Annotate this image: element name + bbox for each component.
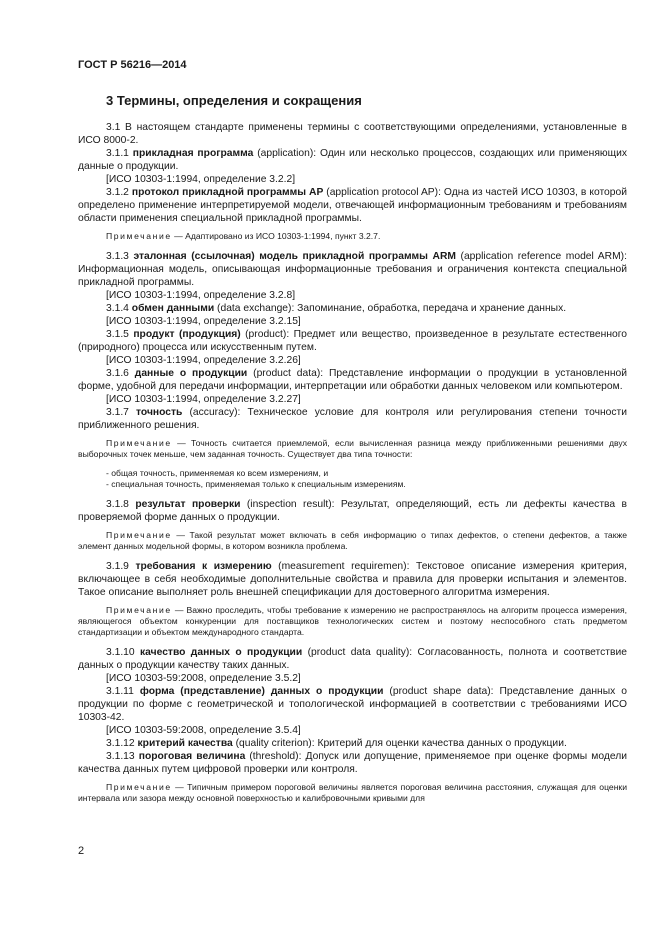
document-header: ГОСТ Р 56216—2014 bbox=[78, 59, 187, 71]
term-number: 3.1.6 bbox=[106, 368, 129, 379]
term-name: продукт (продукция) bbox=[133, 329, 241, 340]
term-paragraph bbox=[78, 737, 627, 750]
term-number: 3.1.13 bbox=[106, 751, 135, 762]
term-number: 3.1.2 bbox=[106, 187, 129, 198]
term-name: протокол прикладной программы AP bbox=[131, 187, 324, 198]
term-number: 3.1.10 bbox=[106, 647, 135, 658]
term-paragraph bbox=[78, 646, 627, 672]
term-paragraph bbox=[78, 250, 627, 289]
term-definition: (product data): Представление информации о продукции в установленной форме, удобной для передачи информации, интерпретации или обработки данных человеком или компьютером. bbox=[78, 368, 627, 392]
term-number: 3.1.5 bbox=[106, 329, 129, 340]
term-definition: (inspection result): Результат, определяющий, есть ли дефекты качества в проверяемой форме данных о продукции. bbox=[78, 499, 627, 523]
term-name: форма (представление) данных о продукции bbox=[139, 686, 384, 697]
term-definition: (quality criterion): Критерий для оценки качества данных о продукции. bbox=[232, 738, 567, 749]
term-name: пороговая величина bbox=[138, 751, 246, 762]
document-body bbox=[78, 93, 627, 812]
term-definition: (threshold): Допуск или допущение, применяемое при оценке формы модели качества данных путем цифровой проверки или контроля. bbox=[78, 751, 627, 775]
term-paragraph bbox=[78, 685, 627, 724]
term-paragraph bbox=[78, 328, 627, 354]
term-number: 3.1.11 bbox=[106, 686, 134, 697]
term-name: критерий качества bbox=[137, 738, 233, 749]
term-definition: (application reference model ARM): Информационная модель, описывающая информационные требования и ограничения контекста специальной прикладной программы. bbox=[78, 251, 627, 288]
term-definition: (product data quality): Согласованность, полнота и соответствие данных о продукции качеству таких данных. bbox=[78, 647, 627, 671]
term-number: 3.1.3 bbox=[106, 251, 129, 262]
term-paragraph bbox=[78, 750, 627, 776]
note-label: Примечание bbox=[106, 605, 172, 615]
term-definition: 3.1 В настоящем стандарте применены термины с соответствующими определениями, установленные в ИСО 8000-2. bbox=[78, 122, 627, 146]
note-label: Примечание bbox=[106, 231, 172, 241]
term-definition: (application protocol AP): Одна из частей ИСО 10303, в которой определено применение интерпретируемой модели, отвечающей информационным требованиям и требованиям области применения специальной прикладной программы. bbox=[78, 187, 627, 224]
term-definition: (accuracy): Техническое условие для контроля или регулирования степени точности приближенного решения. bbox=[78, 407, 627, 431]
term-definition: (application): Один или несколько процессов, создающих или применяющих данные о продукции. bbox=[78, 148, 627, 172]
source-reference: [ИСО 10303-1:1994, определение 3.2.8] bbox=[106, 290, 296, 301]
page-number: 2 bbox=[78, 845, 85, 857]
note bbox=[78, 530, 627, 552]
term-number: 3.1.9 bbox=[106, 561, 129, 572]
note-text: — Адаптировано из ИСО 10303-1:1994, пункт 3.2.7. bbox=[171, 231, 381, 241]
note-list-item: - специальная точность, применяемая только к специальным измерениям. bbox=[106, 479, 406, 489]
terms-list bbox=[78, 121, 627, 804]
term-paragraph bbox=[78, 147, 627, 173]
term-paragraph bbox=[78, 560, 627, 599]
source-reference: [ИСО 10303-1:1994, определение 3.2.26] bbox=[106, 355, 301, 366]
term-paragraph bbox=[78, 186, 627, 225]
note bbox=[78, 605, 627, 638]
note bbox=[78, 231, 627, 242]
source-reference: [ИСО 10303-1:1994, определение 3.2.27] bbox=[106, 394, 301, 405]
term-paragraph bbox=[78, 498, 627, 524]
source-reference: [ИСО 10303-59:2008, определение 3.5.2] bbox=[106, 673, 301, 684]
term-number: 3.1.12 bbox=[106, 738, 135, 749]
term-number: 3.1.4 bbox=[106, 303, 129, 314]
term-definition: (product): Предмет или вещество, произведенное в результате естественного (природного) процесса или искусственным путем. bbox=[78, 329, 627, 353]
term-paragraph bbox=[78, 367, 627, 393]
term-name: точность bbox=[136, 407, 183, 418]
note-label: Примечание bbox=[106, 782, 172, 792]
term-number: 3.1.7 bbox=[106, 407, 129, 418]
source-reference: [ИСО 10303-1:1994, определение 3.2.15] bbox=[106, 316, 301, 327]
source-reference: [ИСО 10303-1:1994, определение 3.2.2] bbox=[106, 174, 296, 185]
note-text: — Типичным примером пороговой величины является пороговая величина расстояния, служащая для оценки интервала или зазора между основной поверхностью и калибровочными кривыми для bbox=[78, 782, 627, 803]
term-name: прикладная программа bbox=[132, 148, 254, 159]
term-definition: (product shape data): Представление данных о продукции по форме с геометрической и топологической информацией в соответствии с требованиями ИСО 10303-42. bbox=[78, 686, 627, 723]
term-paragraph bbox=[78, 121, 627, 147]
term-number: 3.1.1 bbox=[106, 148, 129, 159]
note-label: Примечание bbox=[106, 530, 172, 540]
term-name: эталонная (ссылочная) модель прикладной программы ARM bbox=[133, 251, 456, 262]
term-name: требования к измерению bbox=[135, 561, 272, 572]
term-paragraph bbox=[78, 406, 627, 432]
term-definition: (measurement requiremen): Текстовое описание измерения критерия, включающее в себя необходимые дополнительные свойства и правила для проверки испытания и элементов. Такое описание выполняет роль внешней спецификации для достоверного алгоритма измерения. bbox=[78, 561, 627, 598]
note-text: — Точность считается приемлемой, если вычисленная разница между приближенными решениями двух выборочных точек меньше, чем заданная точность. Существует два типа точности: bbox=[78, 438, 627, 459]
term-name: качество данных о продукции bbox=[140, 647, 303, 658]
term-name: обмен данными bbox=[131, 303, 215, 314]
source-reference: [ИСО 10303-59:2008, определение 3.5.4] bbox=[106, 725, 301, 736]
term-paragraph bbox=[78, 302, 627, 315]
note-text: — Важно проследить, чтобы требование к измерению не распространялось на алгоритм процесса измерения, являющегося объектом конкуренции для поставщиков технологических систем и поэтому неспособного стать предметом стандартизации и объектом международного стандарта. bbox=[78, 605, 627, 637]
note-text: — Такой результат может включать в себя информацию о типах дефектов, о степени дефектов, а также элемент данных модельной формы, в котором возникла проблема. bbox=[78, 530, 627, 551]
note-list-item: - общая точность, применяемая ко всем измерениям, и bbox=[106, 468, 329, 478]
term-number: 3.1.8 bbox=[106, 499, 129, 510]
term-definition: (data exchange): Запоминание, обработка, передача и хранение данных. bbox=[214, 303, 567, 314]
term-name: данные о продукции bbox=[134, 368, 248, 379]
section-title: 3 Термины, определения и сокращения bbox=[106, 93, 362, 108]
note bbox=[78, 438, 627, 460]
term-name: результат проверки bbox=[135, 499, 241, 510]
note-label: Примечание bbox=[106, 438, 172, 448]
note bbox=[78, 782, 627, 804]
